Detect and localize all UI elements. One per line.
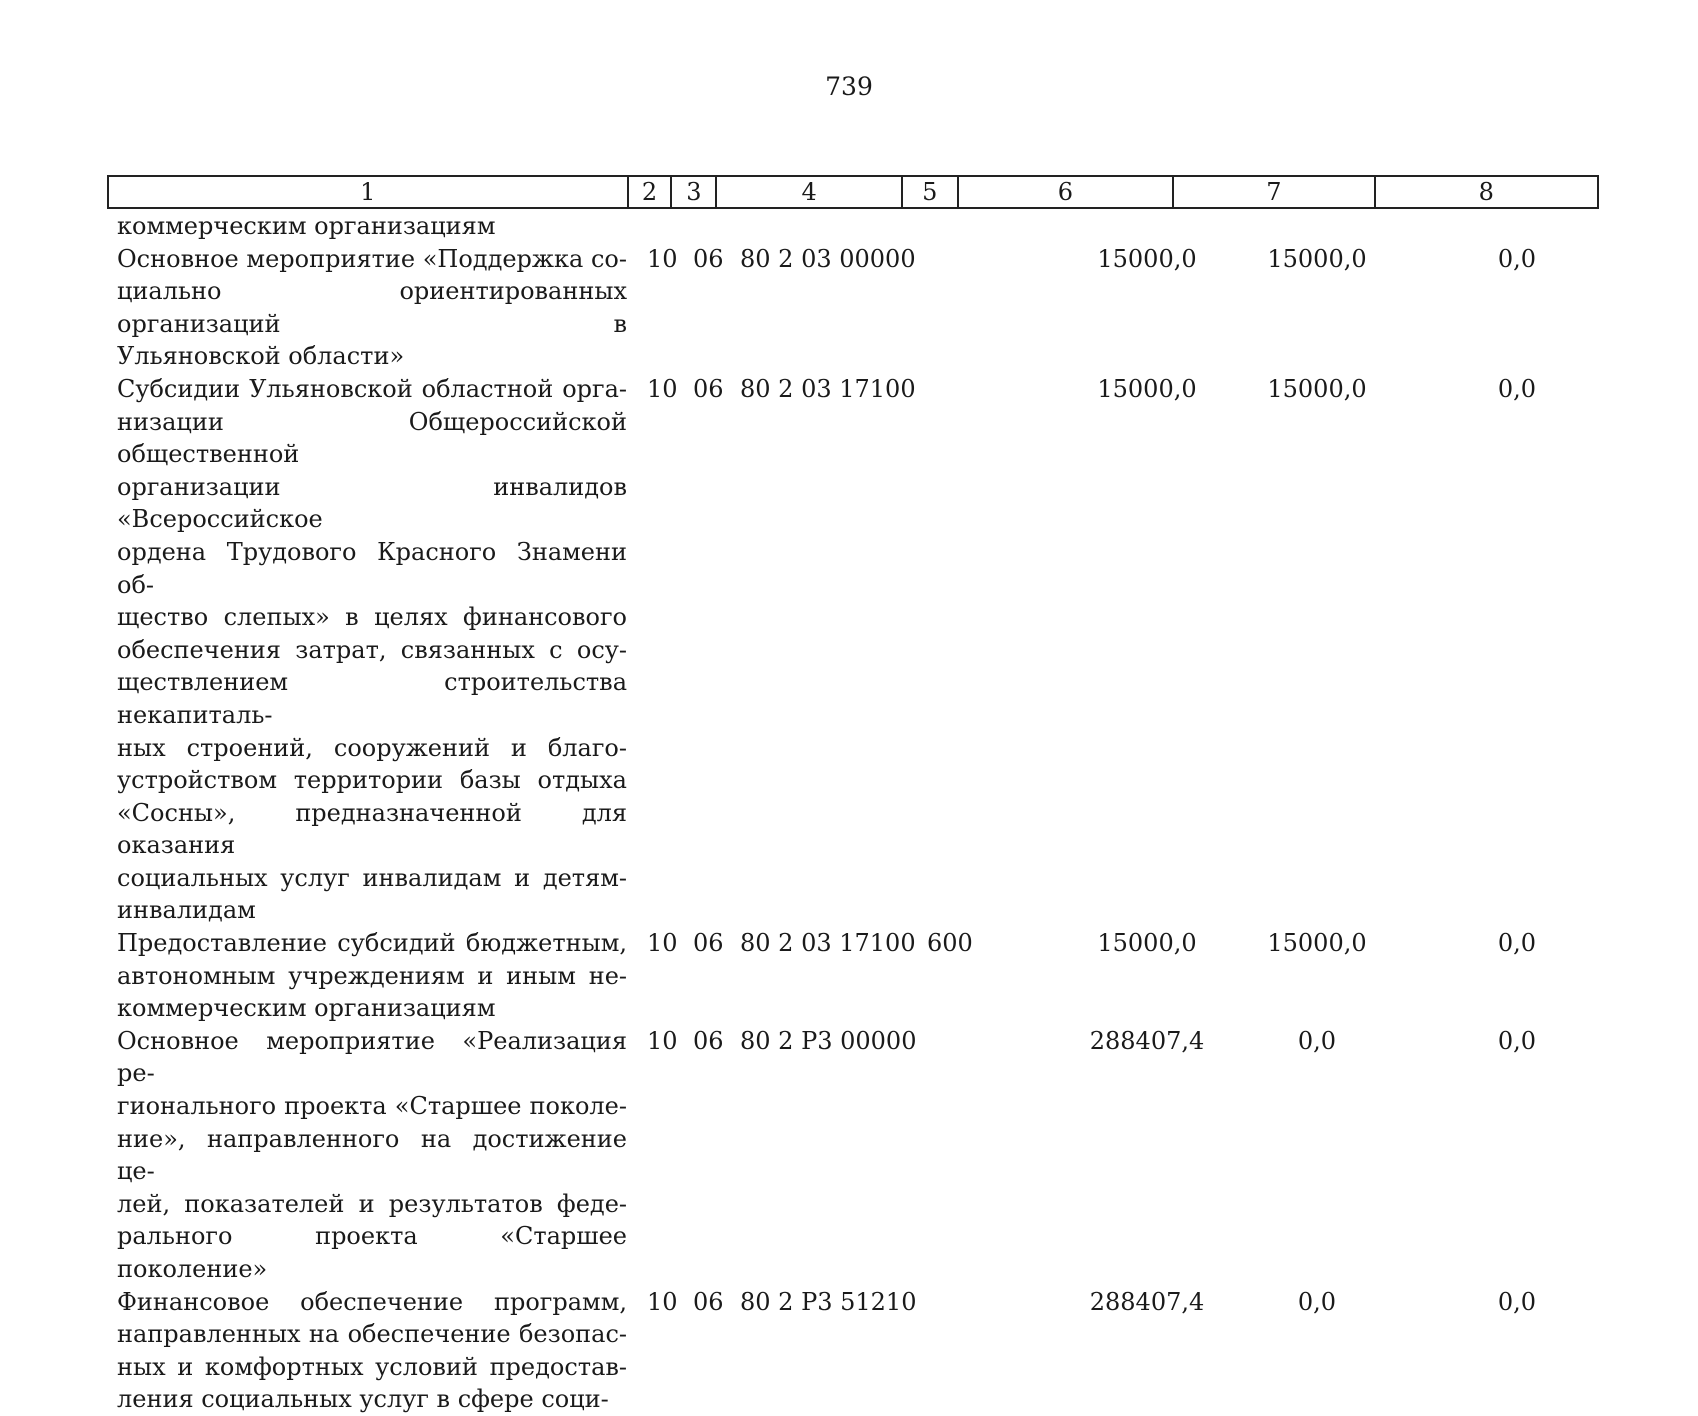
amount-col-8: 0,0 xyxy=(1497,1287,1537,1316)
subsection-code: 06 xyxy=(693,374,724,403)
description-line: рального проекта «Старшее поколение» xyxy=(117,1222,627,1283)
description-line: Предоставление субсидий бюджетным, xyxy=(117,929,627,958)
row-description xyxy=(117,373,627,927)
description-line: Ульяновской области» xyxy=(117,342,405,371)
header-col-5: 5 xyxy=(903,177,959,207)
section-code: 10 xyxy=(647,1026,678,1055)
description-line: коммерческим организациям xyxy=(117,212,496,240)
subsection-code: 06 xyxy=(693,244,724,273)
subsection-code: 06 xyxy=(693,1287,724,1316)
description-line: Основное мероприятие «Реализация ре- xyxy=(117,1026,627,1088)
header-col-7: 7 xyxy=(1174,177,1375,207)
subsection-code: 06 xyxy=(693,929,724,958)
amount-col-7: 15000,0 xyxy=(1267,244,1367,273)
row-description xyxy=(117,210,627,243)
description-line: ние», направленного на достижение це- xyxy=(117,1124,627,1186)
table-row xyxy=(117,243,1537,373)
description-line: организации инвалидов «Всероссийское xyxy=(117,472,627,534)
expense-type-code: 600 xyxy=(927,929,973,958)
table-row xyxy=(117,1025,1537,1286)
description-line: ордена Трудового Красного Знамени об- xyxy=(117,537,627,599)
description-line: автономным учреждениям и иным не- xyxy=(117,961,627,990)
amount-col-8: 0,0 xyxy=(1497,1026,1537,1055)
row-description xyxy=(117,927,627,1025)
header-col-1: 1 xyxy=(109,177,629,207)
amount-col-6: 15000,0 xyxy=(1097,244,1197,273)
amount-col-8: 0,0 xyxy=(1497,244,1537,273)
section-code: 10 xyxy=(647,244,678,273)
description-line: «Сосны», предназначенной для оказания xyxy=(117,798,627,860)
table-row xyxy=(117,1286,1537,1416)
section-code: 10 xyxy=(647,929,678,958)
description-line: Финансовое обеспечение программ, xyxy=(117,1287,627,1316)
description-line: ных строений, сооружений и благо- xyxy=(117,733,627,762)
description-line: лей, показателей и результатов феде- xyxy=(117,1189,627,1218)
header-col-6: 6 xyxy=(959,177,1174,207)
target-article-code: 80 2 03 17100 xyxy=(740,929,916,958)
section-code: 10 xyxy=(647,374,678,403)
row-description xyxy=(117,1025,627,1286)
description-line: обеспечения затрат, связанных с осу- xyxy=(117,635,627,664)
amount-col-8: 0,0 xyxy=(1497,374,1537,403)
description-line: низации Общероссийской общественной xyxy=(117,407,627,469)
description-line: направленных на обеспечение безопас- xyxy=(117,1320,627,1349)
target-article-code: 80 2 Р3 00000 xyxy=(740,1026,917,1055)
description-line: циально ориентированных организаций в xyxy=(117,277,627,338)
amount-col-7: 0,0 xyxy=(1297,1287,1337,1316)
amount-col-7: 0,0 xyxy=(1297,1026,1337,1055)
table-row xyxy=(117,373,1537,927)
row-description xyxy=(117,243,627,373)
amount-col-8: 0,0 xyxy=(1497,929,1537,958)
table-header xyxy=(107,175,1599,209)
amount-col-6: 15000,0 xyxy=(1097,929,1197,958)
description-line: гионального проекта «Старшее поколе- xyxy=(117,1092,627,1121)
amount-col-6: 288407,4 xyxy=(1089,1026,1205,1055)
subsection-code: 06 xyxy=(693,1026,724,1055)
header-col-3: 3 xyxy=(672,177,717,207)
description-line: социальных услуг инвалидам и детям- xyxy=(117,863,627,892)
description-line: Субсидии Ульяновской областной орга- xyxy=(117,374,627,403)
amount-col-7: 15000,0 xyxy=(1267,929,1367,958)
header-col-4: 4 xyxy=(717,177,903,207)
description-line: ществлением строительства некапиталь- xyxy=(117,668,627,729)
table-row xyxy=(117,210,627,243)
table-body xyxy=(117,210,1537,1416)
description-line: щество слепых» в целях финансового xyxy=(117,603,627,632)
amount-col-6: 288407,4 xyxy=(1089,1287,1205,1316)
row-description xyxy=(117,1286,627,1416)
description-line: инвалидам xyxy=(117,896,256,925)
target-article-code: 80 2 03 00000 xyxy=(740,244,916,273)
header-col-2: 2 xyxy=(629,177,673,207)
description-line: коммерческим организациям xyxy=(117,994,496,1023)
header-col-8: 8 xyxy=(1478,178,1494,206)
amount-col-7: 15000,0 xyxy=(1267,374,1367,403)
amount-col-6: 15000,0 xyxy=(1097,374,1197,403)
page-number: 739 xyxy=(825,72,873,101)
target-article-code: 80 2 Р3 51210 xyxy=(740,1287,917,1316)
target-article-code: 80 2 03 17100 xyxy=(740,374,916,403)
description-line: ных и комфортных условий предостав- xyxy=(117,1352,627,1381)
description-line: устройством территории базы отдыха xyxy=(117,766,627,795)
description-line: Основное мероприятие «Поддержка со- xyxy=(117,244,627,273)
section-code: 10 xyxy=(647,1287,678,1316)
description-line: ления социальных услуг в сфере соци- xyxy=(117,1385,609,1414)
table-row xyxy=(117,927,1537,1025)
